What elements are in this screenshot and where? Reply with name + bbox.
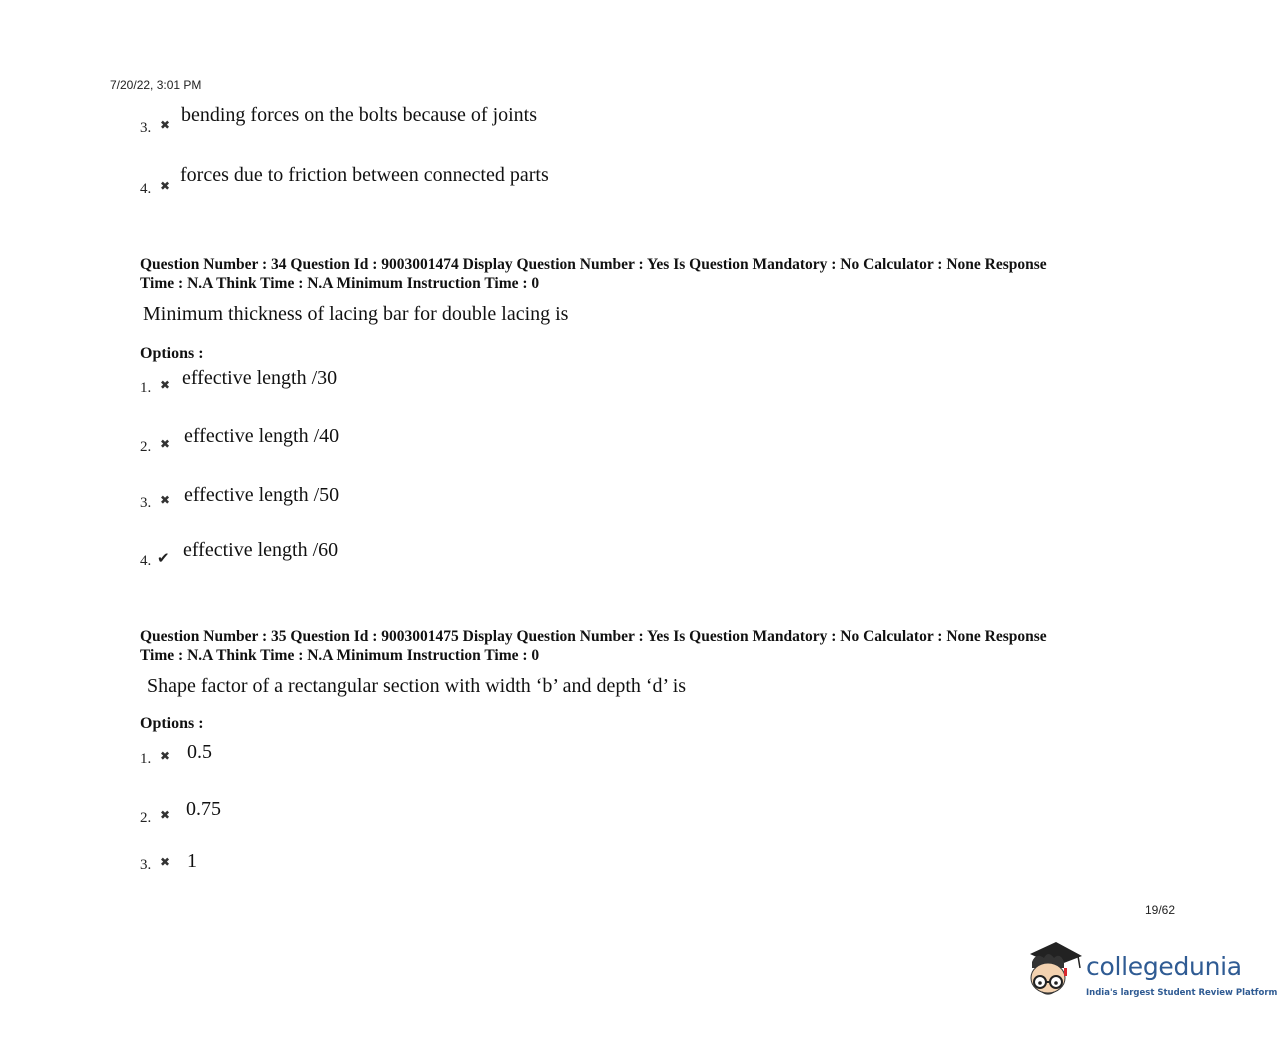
option-text: 0.75 <box>186 798 221 820</box>
wrong-mark-icon: ✖ <box>160 493 171 507</box>
option-number: 4. <box>140 553 152 569</box>
question-meta-line: Question Number : 35 Question Id : 9003001475 Display Question Number : Yes Is Question Mandatory : No Calculator : None Response <box>140 628 1047 645</box>
question-text: Shape factor of a rectangular section with width ‘b’ and depth ‘d’ is <box>147 675 687 697</box>
wrong-mark-icon: ✖ <box>160 749 171 763</box>
question-text: Minimum thickness of lacing bar for double lacing is <box>143 303 569 325</box>
option-text: forces due to friction between connected parts <box>180 164 549 186</box>
options-label: Options : <box>140 345 204 362</box>
mascot-icon <box>1020 938 1090 1008</box>
option-number: 4. <box>140 181 152 197</box>
option-text: effective length /50 <box>184 484 340 506</box>
page-number: 19/62 <box>1145 903 1176 917</box>
option-number: 3. <box>140 120 152 136</box>
options-label: Options : <box>140 715 204 732</box>
wrong-mark-icon: ✖ <box>160 437 171 451</box>
question-meta <box>140 255 1180 293</box>
wrong-mark-icon: ✖ <box>160 378 171 392</box>
question-meta <box>140 627 1180 665</box>
option-text: effective length /40 <box>184 425 340 447</box>
option-number: 3. <box>140 495 152 511</box>
option-number: 3. <box>140 857 152 873</box>
logo-tagline: India's largest Student Review Platform <box>1086 988 1278 998</box>
question-meta-line: Question Number : 34 Question Id : 9003001474 Display Question Number : Yes Is Question Mandatory : No Calculator : None Response <box>140 256 1047 273</box>
option-number: 1. <box>140 380 152 396</box>
option-number: 2. <box>140 439 152 455</box>
option-number: 1. <box>140 751 152 767</box>
option-text: 1 <box>187 850 197 872</box>
wrong-mark-icon: ✖ <box>160 179 171 193</box>
question-meta-line: Time : N.A Think Time : N.A Minimum Instruction Time : 0 <box>140 275 540 292</box>
option-text: effective length /30 <box>182 367 338 389</box>
question-meta-line: Time : N.A Think Time : N.A Minimum Instruction Time : 0 <box>140 647 540 664</box>
logo-wordmark: collegedunia <box>1086 952 1242 981</box>
correct-check-icon: ✔ <box>157 551 170 567</box>
wrong-mark-icon: ✖ <box>160 808 171 822</box>
option-text: 0.5 <box>187 741 212 763</box>
option-text: bending forces on the bolts because of joints <box>181 104 538 126</box>
wrong-mark-icon: ✖ <box>160 855 171 869</box>
wrong-mark-icon: ✖ <box>160 118 171 132</box>
print-timestamp: 7/20/22, 3:01 PM <box>110 78 202 92</box>
option-text: effective length /60 <box>183 539 339 561</box>
option-number: 2. <box>140 810 152 826</box>
